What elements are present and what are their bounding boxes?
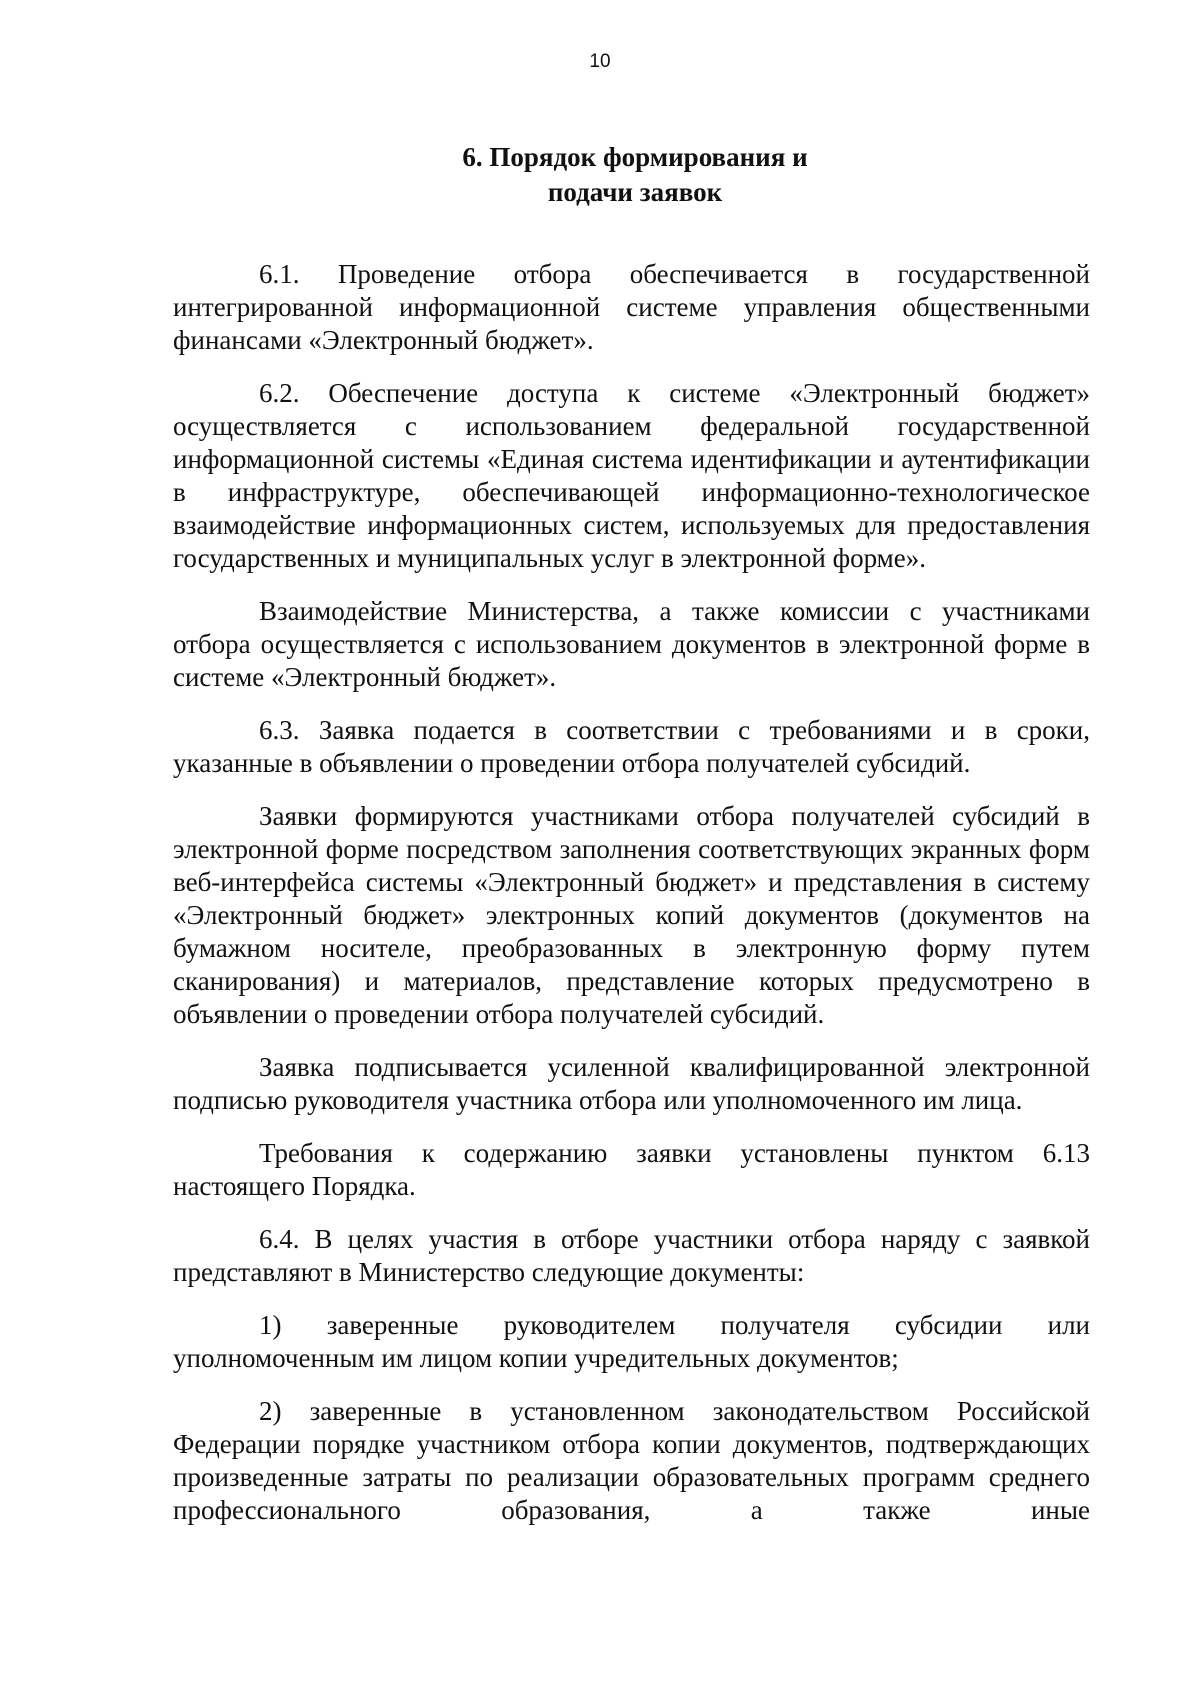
section-title-line-1: 6. Порядок формирования и — [462, 142, 808, 172]
section-title — [335, 140, 935, 210]
list-item-1: 1) заверенные руководителем получателя субсидии или уполномоченным им лицом копии учредительных документов; — [173, 1310, 1090, 1373]
paragraph-interaction: Взаимодействие Министерства, а также комиссии с участниками отбора осуществляется с использованием документов в электронной форме в системе «Электронный бюджет». — [173, 596, 1090, 692]
paragraph-6-4: 6.4. В целях участия в отборе участники отбора наряду с заявкой представляют в Министерство следующие документы: — [173, 1224, 1090, 1287]
section-title-line-2: подачи заявок — [547, 177, 723, 207]
paragraph-application-signature: Заявка подписывается усиленной квалифицированной электронной подписью руководителя участника отбора или уполномоченного им лица. — [173, 1052, 1090, 1115]
paragraph-6-2: 6.2. Обеспечение доступа к системе «Электронный бюджет» осуществляется с использованием федеральной государственной информационной системы «Единая система идентификации и аутентификации в инфраструктуре, обеспечивающей информационно-технологическое взаимодействие информационных систем, используемых для предоставления государственных и муниципальных услуг в электронной форме». — [173, 378, 1090, 573]
paragraph-application-requirements: Требования к содержанию заявки установлены пунктом 6.13 настоящего Порядка. — [173, 1138, 1090, 1201]
list-item-2: 2) заверенные в установленном законодательством Российской Федерации порядке участником отбора копии документов, подтверждающих произведенные затраты по реализации образовательных программ среднего профессионального образования, а также иные — [173, 1396, 1090, 1525]
page-number: 10 — [589, 51, 611, 72]
body-text — [173, 258, 1090, 1527]
paragraph-6-1: 6.1. Проведение отбора обеспечивается в государственной интегрированной информационной системе управления общественными финансами «Электронный бюджет». — [173, 259, 1090, 355]
paragraph-6-3: 6.3. Заявка подается в соответствии с требованиями и в сроки, указанные в объявлении о проведении отбора получателей субсидий. — [173, 715, 1090, 778]
paragraph-applications-formation: Заявки формируются участниками отбора получателей субсидий в электронной форме посредством заполнения соответствующих экранных форм веб-интерфейса системы «Электронный бюджет» и представления в систему «Электронный бюджет» электронных копий документов (документов на бумажном носителе, преобразованных в электронную форму путем сканирования) и материалов, представление которых предусмотрено в объявлении о проведении отбора получателей субсидий. — [173, 801, 1090, 1029]
